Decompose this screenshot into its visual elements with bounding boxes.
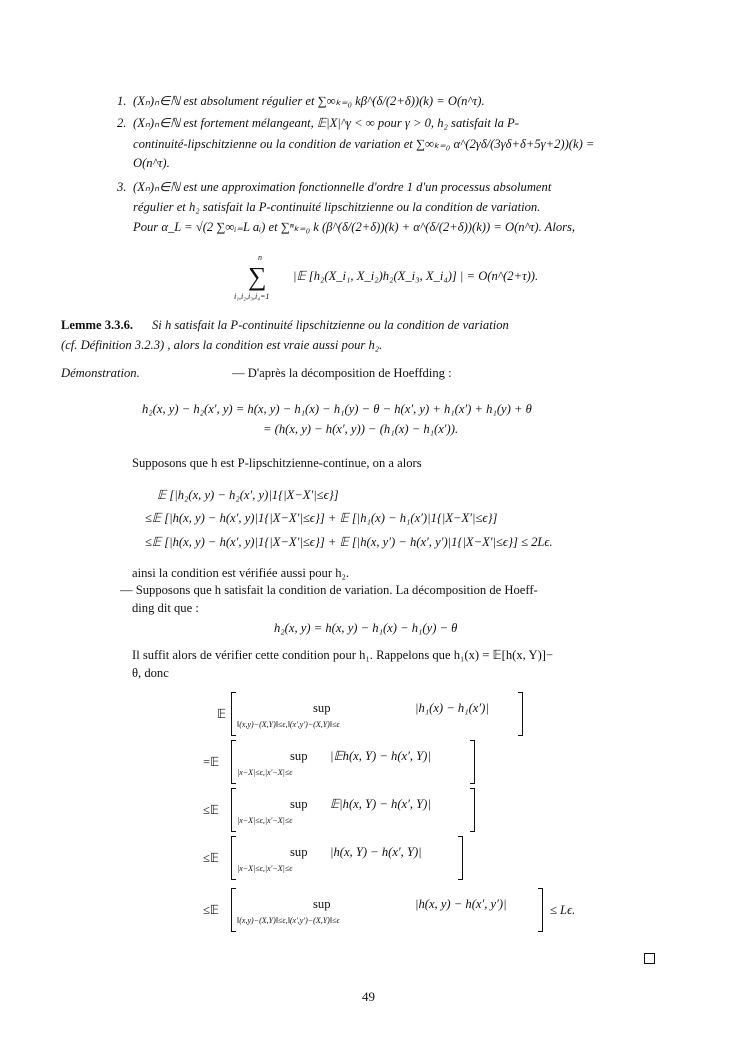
sum-body: |𝔼 [h₂(X_i₁, X_i₂)h₂(X_i₃, X_i₄)] | = O(n^(2+τ)). xyxy=(293,269,539,283)
left-bracket xyxy=(231,836,236,880)
equation: h₂(x, y) − h₂(x′, y) = h(x, y) − h₁(x) − h₁(y) − θ − h(x′, y) + h₁(x′) + h₁(y) + θ xyxy=(142,402,532,416)
proof-text: — D'après la décomposition de Hoeffding : xyxy=(232,366,452,380)
right-bracket xyxy=(538,888,543,932)
list-text: (Xₙ)ₙ∈ℕ est absolument régulier et ∑∞ₖ₌₀ kβ^(δ/(2+δ))(k) = O(n^τ). xyxy=(133,94,485,108)
chain-body: |h(x, Y) − h(x′, Y)| xyxy=(330,845,422,859)
proof-text: ding dit que : xyxy=(132,601,199,615)
proof-text: θ, donc xyxy=(132,666,169,680)
sup-operator: sup xyxy=(290,749,308,763)
list-number: 1. xyxy=(117,94,127,108)
list-number: 2. xyxy=(117,116,127,130)
list-text: Pour α_L = √(2 ∑∞ᵢ₌L aᵢ) et ∑ⁿₖ₌₀ k (β^(δ/(2+δ))(k) + α^(δ/(2+δ))(k)) = O(n^τ). Alors, xyxy=(133,220,576,234)
chain-body: 𝔼|h(x, Y) − h(x′, Y)| xyxy=(330,797,431,811)
list-text: (Xₙ)ₙ∈ℕ est une approximation fonctionnelle d'ordre 1 d'un processus absolument xyxy=(133,180,552,194)
lemma-text: (cf. Définition 3.2.3) , alors la condition est vraie aussi pour h₂. xyxy=(61,338,383,352)
chain-tail: ≤ Lϵ. xyxy=(550,903,576,917)
sum-sign: ∑ xyxy=(248,262,267,291)
list-number: 3. xyxy=(117,180,127,194)
sup-subscript: ‖(x,y)−(X,Y)‖≤ϵ,‖(x′,y′)−(X,Y)‖≤ϵ xyxy=(237,720,340,729)
left-bracket xyxy=(231,692,236,736)
lemma-text: Si h satisfait la P-continuité lipschitzienne ou la condition de variation xyxy=(152,318,509,332)
list-text: régulier et h₂ satisfait la P-continuité lipschitzienne ou la condition de variation. xyxy=(133,200,541,214)
equation: h₂(x, y) = h(x, y) − h₁(x) − h₁(y) − θ xyxy=(274,621,458,635)
proof-text: Il suffit alors de vérifier cette condition pour h₁. Rappelons que h₁(x) = 𝔼[h(x, Y)]− xyxy=(132,648,554,662)
chain-lead: ≤𝔼 xyxy=(203,851,220,865)
sum-lower: i₁,i₂,i₃,i₄=1 xyxy=(234,292,270,301)
proof-text: ainsi la condition est vérifiée aussi pour h₂. xyxy=(132,566,350,580)
equation: = (h(x, y) − h(x′, y)) − (h₁(x) − h₁(x′)). xyxy=(263,422,459,436)
right-bracket xyxy=(470,788,475,832)
sup-operator: sup xyxy=(290,797,308,811)
inequality: ≤𝔼 [|h(x, y) − h(x′, y)|1{|X−X′|≤ϵ}] + 𝔼 [|h₁(x) − h₁(x′)|1{|X−X′|≤ϵ}] xyxy=(145,511,498,525)
sup-operator: sup xyxy=(313,701,331,715)
left-bracket xyxy=(231,740,236,784)
right-bracket xyxy=(470,740,475,784)
chain-lead: ≤𝔼 xyxy=(203,903,220,917)
chain-lead: 𝔼 xyxy=(217,707,227,721)
inequality: ≤𝔼 [|h(x, y) − h(x′, y)|1{|X−X′|≤ϵ}] + 𝔼 [|h(x, y′) − h(x′, y′)|1{|X−X′|≤ϵ}] ≤ 2Lϵ. xyxy=(145,535,553,549)
chain-lead: ≤𝔼 xyxy=(203,803,220,817)
proof-text: — Supposons que h satisfait la condition de variation. La décomposition de Hoeff- xyxy=(120,583,538,597)
chain-body: |𝔼h(x, Y) − h(x′, Y)| xyxy=(330,749,431,763)
sup-subscript: |x−X|≤ϵ,|x′−X|≤ϵ xyxy=(237,864,293,873)
sup-subscript: ‖(x,y)−(X,Y)‖≤ϵ,‖(x′,y′)−(X,Y)‖≤ϵ xyxy=(237,916,340,925)
right-bracket xyxy=(458,836,463,880)
sup-subscript: |x−X|≤ϵ,|x′−X|≤ϵ xyxy=(237,816,293,825)
qed-square-icon xyxy=(644,953,655,964)
proof-text: Supposons que h est P-lipschitzienne-continue, on a alors xyxy=(132,456,422,470)
list-text: (Xₙ)ₙ∈ℕ est fortement mélangeant, 𝔼|X|^γ < ∞ pour γ > 0, h₂ satisfait la P- xyxy=(133,116,519,130)
inequality: 𝔼 [|h₂(x, y) − h₂(x′, y)|1{|X−X′|≤ϵ}] xyxy=(157,488,339,502)
sum-upper: n xyxy=(258,253,262,262)
chain-body: |h₁(x) − h₁(x′)| xyxy=(415,701,489,715)
lemma-label: Lemme 3.3.6. xyxy=(61,318,134,332)
left-bracket xyxy=(231,788,236,832)
chain-body: |h(x, y) − h(x′, y′)| xyxy=(415,897,507,911)
list-text: O(n^τ). xyxy=(133,156,170,170)
list-text: continuité-lipschitzienne ou la condition de variation et ∑∞ₖ₌₀ α^(2γδ/(3γδ+δ+5γ+2))(k) = xyxy=(133,137,595,151)
proof-label: Démonstration. xyxy=(61,366,140,380)
sup-subscript: |x−X|≤ϵ,|x′−X|≤ϵ xyxy=(237,768,293,777)
right-bracket xyxy=(518,692,523,736)
left-bracket xyxy=(231,888,236,932)
chain-lead: =𝔼 xyxy=(203,755,220,769)
sup-operator: sup xyxy=(313,897,331,911)
page-number: 49 xyxy=(362,989,375,1004)
sup-operator: sup xyxy=(290,845,308,859)
